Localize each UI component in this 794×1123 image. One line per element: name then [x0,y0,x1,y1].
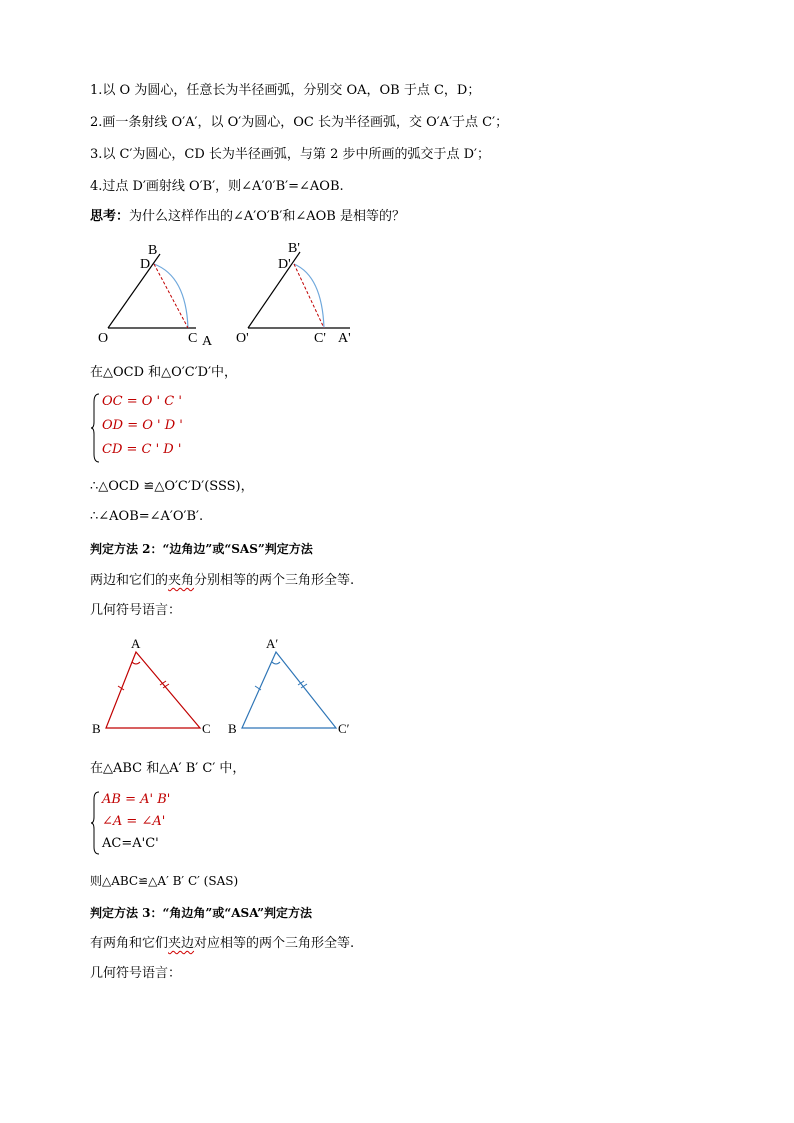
method2-description [90,572,354,590]
think-question: 为什么这样作出的∠A′O′B′和∠AOB 是相等的？ [129,209,405,224]
proof1-conclusion-1: ∴△OCD ≌△O′C′D′(SSS)， [90,479,254,494]
label-a-prime: A' [338,331,351,346]
label-tri-c-prime: C′ [338,721,350,736]
method3-symbol-label: 几何符号语言： [90,966,182,981]
proof2-system [90,790,210,856]
label-tri-b-prime: B [228,721,237,736]
step-2: 2.画一条射线 O′A′，以 O′为圆心，OC 长为半径画弧，交 O′A′于点 C′； [90,115,509,130]
angle-construction-figure [90,236,390,348]
method2-desc-mark: 夹角 [168,573,195,588]
proof2-eq-3: AC=A'C' [102,836,159,851]
label-b: B [148,243,158,258]
proof1-system [90,392,210,464]
label-d: D [140,257,151,272]
brace-icon [90,392,100,464]
method3-description [90,935,354,953]
brace-icon [90,790,100,856]
proof2-conclusion: 则△ABC≌△A′ B′ C′ (SAS) [90,874,239,888]
method3-heading: 判定方法 3：“角边角”或“ASA”判定方法 [90,906,313,920]
label-tri-c: C [202,721,211,736]
label-o: O [98,331,109,346]
angle-aob [98,243,213,348]
label-tri-a: A [131,636,141,651]
triangle-a1b1c1 [228,636,350,736]
angle-a1o1b1 [236,241,351,346]
label-d-prime: D' [278,257,291,272]
method2-desc-pre: 两边和它们的 [90,573,169,588]
method3-desc-pre: 有两角和它们 [90,936,169,951]
proof2-eq-1: AB = A' B' [102,792,171,807]
step-1: 1.以 O 为圆心，任意长为半径画弧，分别交 OA，OB 于点 C，D； [90,83,481,98]
step-4: 4.过点 D′画射线 O′B′，则∠A′0′B′=∠AOB. [90,179,344,194]
label-c: C [188,331,198,346]
label-b-prime: B' [288,241,300,256]
label-o-prime: O' [236,331,249,346]
label-c-prime: C' [314,331,326,346]
proof2-intro: 在△ABC 和△A′ B′ C′ 中， [90,761,246,776]
proof1-conclusion-2: ∴∠AOB=∠A′O′B′. [90,509,204,524]
think-label: 思考： [90,209,130,224]
sas-triangles-figure [90,632,370,744]
think-line [90,208,405,226]
method2-desc-post: 分别相等的两个三角形全等. [194,573,355,588]
method2-heading: 判定方法 2：“边角边”或“SAS”判定方法 [90,542,313,556]
proof2-eq-2: ∠A = ∠A' [102,814,166,829]
method2-symbol-label: 几何符号语言： [90,603,182,618]
proof1-eq-2: OD = O ' D ' [102,418,183,433]
label-a: A [202,334,213,348]
method3-desc-mark: 夹边 [168,936,195,951]
label-tri-b: B [92,721,101,736]
proof1-intro: 在△OCD 和△O′C′D′中， [90,365,238,380]
method3-desc-post: 对应相等的两个三角形全等. [194,936,355,951]
proof1-eq-1: OC = O ' C ' [102,394,182,409]
proof1-eq-3: CD = C ' D ' [102,442,182,457]
label-tri-a-prime: A′ [266,636,279,651]
step-3: 3.以 C′为圆心，CD 长为半径画弧，与第 2 步中所画的弧交于点 D′； [90,147,490,162]
triangle-abc [92,636,211,736]
